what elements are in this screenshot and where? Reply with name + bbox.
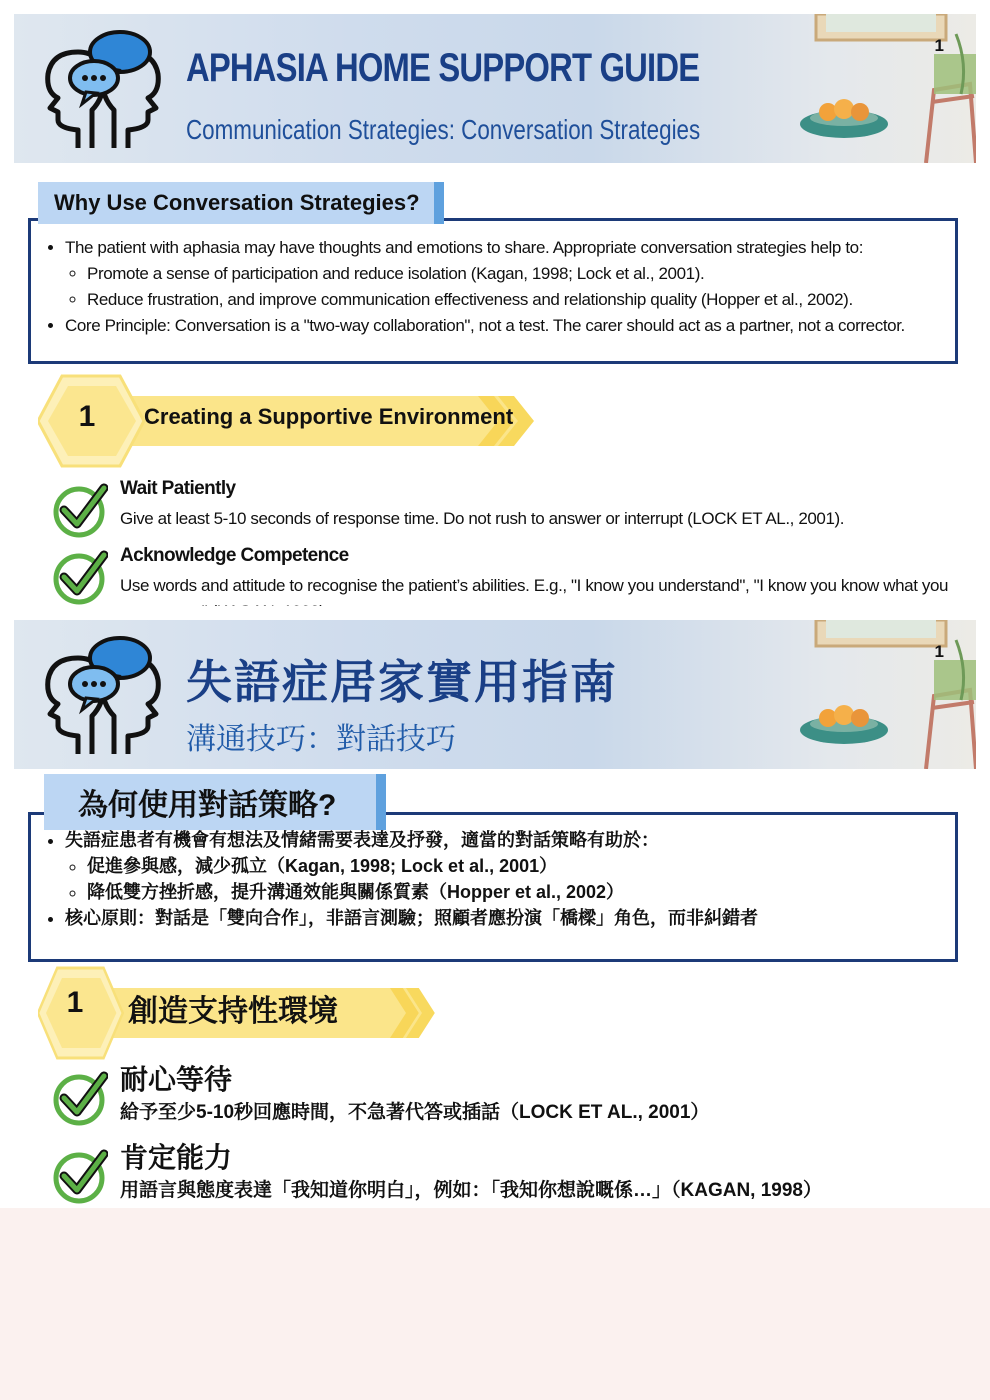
page-title: 失語症居家實用指南 xyxy=(186,656,618,708)
why-list xyxy=(49,235,965,339)
page-number: 1 xyxy=(934,36,944,55)
item-title: Wait Patiently xyxy=(120,478,236,499)
why-point-text: 失語症患者有機會有想法及情緒需要表達及抒發，適當的對話策略有助於： xyxy=(65,830,659,850)
section-header xyxy=(38,374,538,468)
chinese-page xyxy=(0,606,990,1208)
why-box xyxy=(28,218,958,364)
page-number: 1 xyxy=(934,642,944,661)
page-subtitle: 溝通技巧：對話技巧 xyxy=(186,723,456,756)
why-point-text: The patient with aphasia may have thoughts and emotions to share. Appropriate conversation strategies help to: xyxy=(65,238,864,257)
why-heading: 為何使用對話策略? xyxy=(44,774,376,830)
item-title: Acknowledge Competence xyxy=(120,545,349,566)
section-title: 創造支持性環境 xyxy=(128,995,338,1028)
why-box xyxy=(28,812,958,962)
why-heading: Why Use Conversation Strategies? xyxy=(38,182,434,224)
why-subpoint: ◦ Reduce frustration, and improve communication effectiveness and relationship quality (Hopper et al., 2002). xyxy=(87,287,965,313)
item-description: Use words and attitude to recognise the patient’s abilities. E.g., "I know you understand", "I know you know what you xyxy=(120,576,949,595)
checkmark-icon xyxy=(52,1070,108,1126)
checkmark-icon xyxy=(52,1148,108,1204)
why-subpoint: ◦ Promote a sense of participation and reduce isolation (Kagan, 1998; Lock et al., 2001). xyxy=(87,261,965,287)
page-title: APHASIA HOME SUPPORT GUIDE xyxy=(186,46,700,90)
list-item xyxy=(52,545,972,605)
section-number: 1 xyxy=(66,986,84,1019)
why-subpoint: ◦ 降低雙方挫折感，提升溝通效能與關係質素（Hopper et al., 2002） xyxy=(87,879,965,905)
why-point xyxy=(65,235,965,313)
header-banner xyxy=(14,14,976,163)
list-item xyxy=(52,1144,972,1204)
page-subtitle: Communication Strategies: Conversation Strategies xyxy=(186,114,701,145)
header-banner xyxy=(14,620,976,769)
conversation-heads-icon xyxy=(28,636,178,756)
item-title: 耐心等待 xyxy=(120,1064,233,1095)
why-point xyxy=(65,827,965,905)
item-description: Give at least 5-10 seconds of response time. Do not rush to answer or interrupt (LOCK ET AL., 2001). xyxy=(120,509,845,528)
section-number: 1 xyxy=(78,400,96,433)
item-title: 肯定能力 xyxy=(120,1142,233,1173)
list-item xyxy=(52,478,972,538)
checkmark-icon xyxy=(52,549,108,605)
english-page xyxy=(0,0,990,606)
why-point: • Core Principle: Conversation is a "two-way collaboration", not a test. The carer should act as a partner, not a corrector. xyxy=(65,313,965,339)
why-list xyxy=(49,827,965,931)
conversation-heads-icon xyxy=(28,30,178,150)
why-subpoint: ◦ 促進參與感，減少孤立（Kagan, 1998; Lock et al., 2001） xyxy=(87,853,965,879)
list-item xyxy=(52,1066,972,1126)
checkmark-icon xyxy=(52,482,108,538)
item-description: 用語言與態度表達「我知道你明白」，例如：「我知你想說嘅係…」（KAGAN, 1998） xyxy=(120,1180,822,1201)
item-description: 給予至少5-10秒回應時間，不急著代答或插話（LOCK ET AL., 2001） xyxy=(120,1102,710,1123)
why-point: • 核心原則：對話是「雙向合作」，非語言測驗；照顧者應扮演「橋樑」角色，而非糾錯者 xyxy=(65,905,965,931)
section-title: Creating a Supportive Environment xyxy=(144,404,514,429)
section-header xyxy=(38,966,438,1060)
